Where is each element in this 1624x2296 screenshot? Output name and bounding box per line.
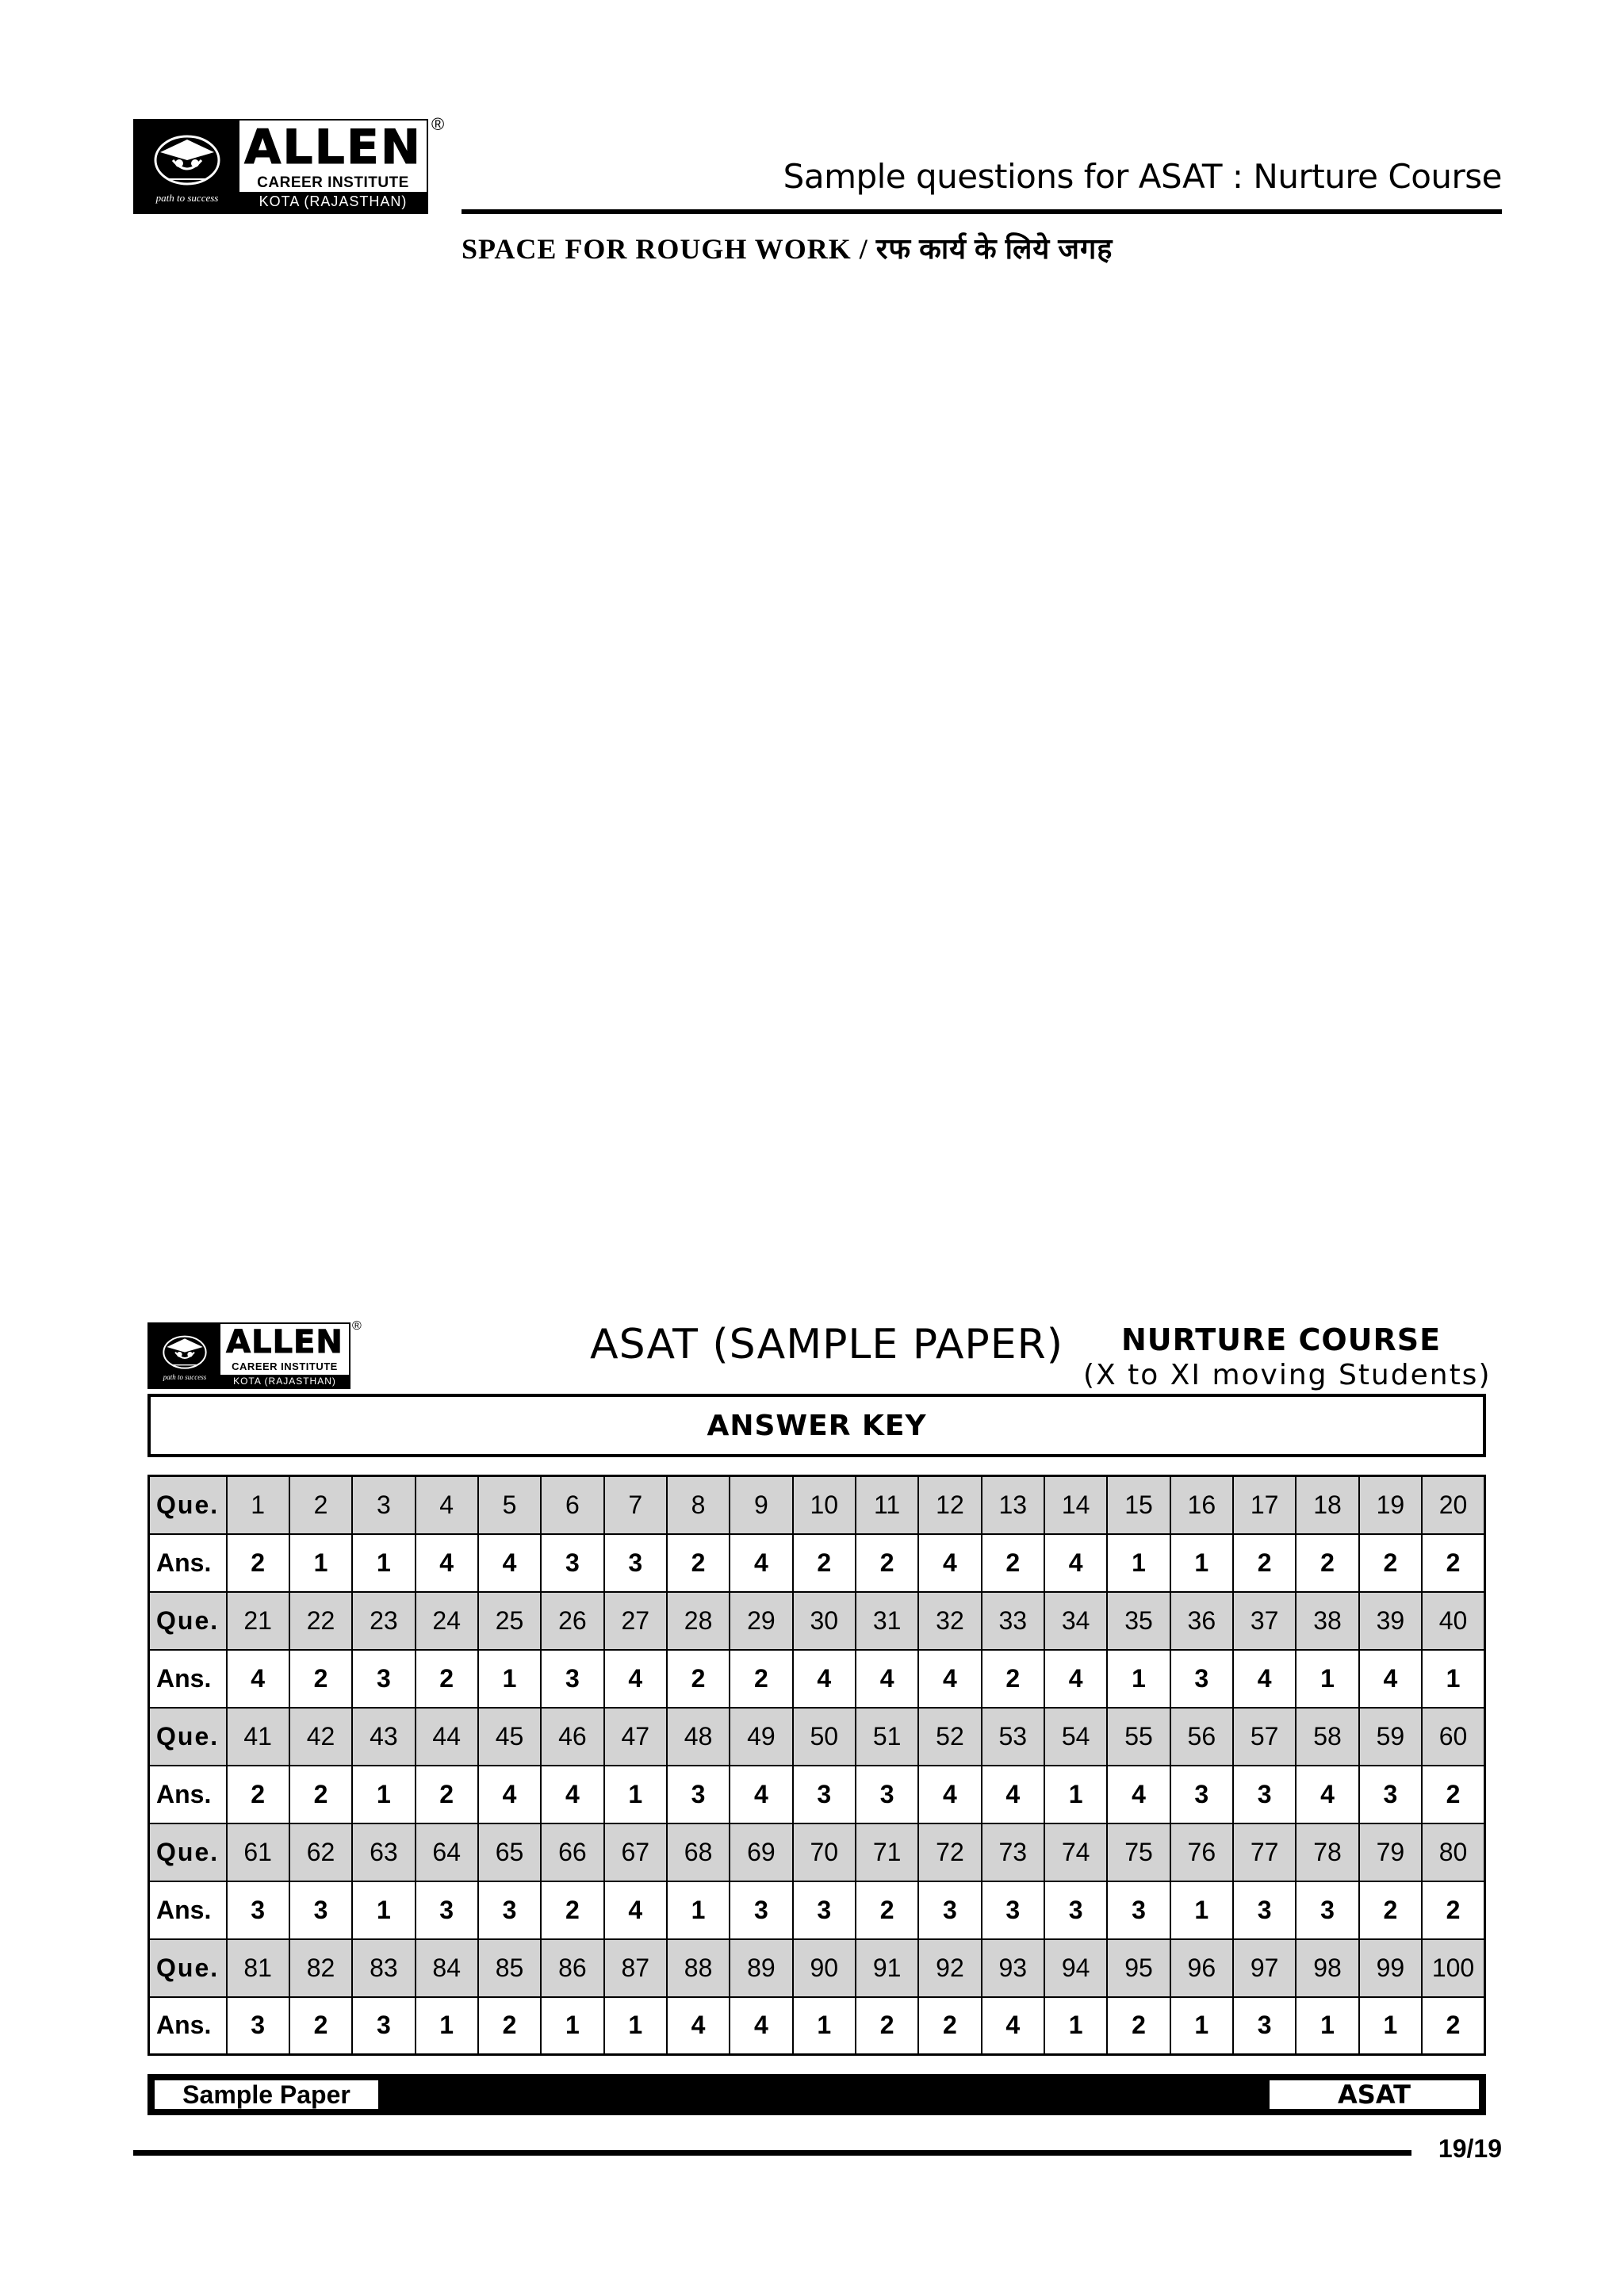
question-number-cell: 13 — [982, 1476, 1044, 1534]
question-row — [149, 1708, 1485, 1766]
logo-brand: ALLEN — [243, 120, 423, 175]
answer-cell: 3 — [982, 1881, 1044, 1939]
footer-bar — [147, 2074, 1486, 2115]
question-number-cell: 3 — [352, 1476, 415, 1534]
question-number-cell: 26 — [541, 1592, 603, 1650]
answer-cell: 1 — [1296, 1997, 1358, 2055]
answer-cell: 4 — [1107, 1766, 1170, 1823]
answer-cell: 4 — [1296, 1766, 1358, 1823]
course-subtitle: (X to XI moving Students) — [1083, 1359, 1492, 1391]
paper-title: ASAT (SAMPLE PAPER) — [590, 1321, 1064, 1368]
answer-row — [149, 1997, 1485, 2055]
answer-cell: 4 — [918, 1534, 981, 1592]
answer-cell: 3 — [1107, 1881, 1170, 1939]
question-number-cell: 34 — [1044, 1592, 1107, 1650]
answer-cell: 3 — [793, 1881, 856, 1939]
answer-cell: 4 — [982, 1766, 1044, 1823]
question-number-cell: 39 — [1359, 1592, 1422, 1650]
question-number-cell: 87 — [604, 1939, 667, 1997]
answer-cell: 1 — [352, 1881, 415, 1939]
answer-cell: 3 — [793, 1766, 856, 1823]
question-number-cell: 85 — [478, 1939, 541, 1997]
answer-cell: 3 — [918, 1881, 981, 1939]
question-number-cell: 91 — [856, 1939, 918, 1997]
answer-cell: 1 — [1422, 1650, 1484, 1708]
answer-cell: 3 — [1359, 1766, 1422, 1823]
answer-row — [149, 1766, 1485, 1823]
question-number-cell: 54 — [1044, 1708, 1107, 1766]
question-number-cell: 48 — [667, 1708, 730, 1766]
answer-cell: 2 — [1233, 1534, 1296, 1592]
answer-cell: 2 — [289, 1997, 352, 2055]
question-number-cell: 76 — [1170, 1823, 1233, 1881]
question-number-cell: 93 — [982, 1939, 1044, 1997]
owl-emblem-icon — [149, 1324, 220, 1387]
question-number-cell: 61 — [227, 1823, 289, 1881]
ans-label: Ans. — [149, 1534, 227, 1592]
answer-cell: 3 — [352, 1650, 415, 1708]
question-number-cell: 86 — [541, 1939, 603, 1997]
question-number-cell: 50 — [793, 1708, 856, 1766]
ans-label: Ans. — [149, 1881, 227, 1939]
answer-cell: 3 — [1044, 1881, 1107, 1939]
question-number-cell: 97 — [1233, 1939, 1296, 1997]
answer-cell: 2 — [227, 1534, 289, 1592]
answer-cell: 2 — [541, 1881, 603, 1939]
answer-cell: 1 — [1170, 1881, 1233, 1939]
question-number-cell: 16 — [1170, 1476, 1233, 1534]
question-number-cell: 83 — [352, 1939, 415, 1997]
question-number-cell: 7 — [604, 1476, 667, 1534]
header-divider — [462, 209, 1502, 214]
question-number-cell: 90 — [793, 1939, 856, 1997]
ans-label: Ans. — [149, 1997, 227, 2055]
question-number-cell: 32 — [918, 1592, 981, 1650]
answer-cell: 2 — [478, 1997, 541, 2055]
answer-cell: 2 — [1359, 1534, 1422, 1592]
question-number-cell: 2 — [289, 1476, 352, 1534]
answer-cell: 2 — [1107, 1997, 1170, 2055]
question-number-cell: 45 — [478, 1708, 541, 1766]
answer-cell: 2 — [1422, 1881, 1484, 1939]
question-number-cell: 22 — [289, 1592, 352, 1650]
question-number-cell: 23 — [352, 1592, 415, 1650]
answer-cell: 1 — [352, 1534, 415, 1592]
question-number-cell: 59 — [1359, 1708, 1422, 1766]
answer-cell: 1 — [541, 1997, 603, 2055]
que-label: Que. — [149, 1823, 227, 1881]
question-number-cell: 98 — [1296, 1939, 1358, 1997]
question-number-cell: 38 — [1296, 1592, 1358, 1650]
question-number-cell: 89 — [730, 1939, 792, 1997]
question-number-cell: 94 — [1044, 1939, 1107, 1997]
question-number-cell: 99 — [1359, 1939, 1422, 1997]
answer-cell: 2 — [289, 1650, 352, 1708]
answer-cell: 3 — [541, 1650, 603, 1708]
answer-cell: 1 — [604, 1997, 667, 2055]
answer-cell: 4 — [730, 1534, 792, 1592]
footer-sample-paper: Sample Paper — [155, 2080, 378, 2109]
allen-logo — [133, 119, 428, 214]
answer-cell: 4 — [416, 1534, 478, 1592]
answer-cell: 3 — [1170, 1766, 1233, 1823]
answer-cell: 4 — [227, 1650, 289, 1708]
answer-cell: 1 — [1044, 1766, 1107, 1823]
question-number-cell: 63 — [352, 1823, 415, 1881]
page-number: 19/19 — [1438, 2134, 1502, 2163]
logo-brand: ALLEN — [226, 1324, 343, 1360]
question-number-cell: 9 — [730, 1476, 792, 1534]
question-number-cell: 17 — [1233, 1476, 1296, 1534]
question-row — [149, 1592, 1485, 1650]
answer-cell: 4 — [982, 1997, 1044, 2055]
ans-label: Ans. — [149, 1766, 227, 1823]
answer-cell: 2 — [856, 1534, 918, 1592]
allen-logo-small — [147, 1322, 350, 1389]
question-number-cell: 43 — [352, 1708, 415, 1766]
que-label: Que. — [149, 1708, 227, 1766]
question-number-cell: 21 — [227, 1592, 289, 1650]
logo-tagline: path to success — [163, 1372, 207, 1381]
answer-cell: 2 — [289, 1766, 352, 1823]
answer-cell: 2 — [1422, 1766, 1484, 1823]
answer-cell: 1 — [416, 1997, 478, 2055]
question-number-cell: 40 — [1422, 1592, 1484, 1650]
question-number-cell: 29 — [730, 1592, 792, 1650]
question-number-cell: 92 — [918, 1939, 981, 1997]
question-number-cell: 72 — [918, 1823, 981, 1881]
question-number-cell: 28 — [667, 1592, 730, 1650]
question-number-cell: 77 — [1233, 1823, 1296, 1881]
question-number-cell: 27 — [604, 1592, 667, 1650]
answer-row — [149, 1534, 1485, 1592]
answer-cell: 4 — [667, 1997, 730, 2055]
logo-institute: CAREER INSTITUTE — [232, 1360, 338, 1373]
answer-cell: 2 — [982, 1534, 1044, 1592]
answer-cell: 4 — [793, 1650, 856, 1708]
question-number-cell: 65 — [478, 1823, 541, 1881]
question-number-cell: 69 — [730, 1823, 792, 1881]
question-number-cell: 81 — [227, 1939, 289, 1997]
answer-key-heading: ANSWER KEY — [707, 1409, 927, 1442]
answer-cell: 3 — [541, 1534, 603, 1592]
answer-cell: 2 — [416, 1766, 478, 1823]
answer-cell: 3 — [227, 1881, 289, 1939]
answer-cell: 3 — [856, 1766, 918, 1823]
answer-cell: 2 — [667, 1534, 730, 1592]
question-number-cell: 15 — [1107, 1476, 1170, 1534]
question-number-cell: 53 — [982, 1708, 1044, 1766]
answer-cell: 1 — [1107, 1534, 1170, 1592]
answer-cell: 4 — [541, 1766, 603, 1823]
answer-cell: 1 — [289, 1534, 352, 1592]
question-number-cell: 37 — [1233, 1592, 1296, 1650]
answer-cell: 3 — [352, 1997, 415, 2055]
answer-cell: 3 — [1233, 1766, 1296, 1823]
question-number-cell: 58 — [1296, 1708, 1358, 1766]
answer-cell: 1 — [1107, 1650, 1170, 1708]
question-number-cell: 10 — [793, 1476, 856, 1534]
answer-cell: 2 — [227, 1766, 289, 1823]
answer-cell: 3 — [1170, 1650, 1233, 1708]
page-header-title: Sample questions for ASAT : Nurture Course — [783, 157, 1502, 196]
rough-work-heading: SPACE FOR ROUGH WORK / रफ कार्य के लिये जगह — [462, 233, 1113, 265]
question-number-cell: 67 — [604, 1823, 667, 1881]
question-number-cell: 82 — [289, 1939, 352, 1997]
answer-cell: 2 — [416, 1650, 478, 1708]
question-number-cell: 56 — [1170, 1708, 1233, 1766]
answer-cell: 2 — [1422, 1534, 1484, 1592]
answer-cell: 4 — [918, 1766, 981, 1823]
question-number-cell: 20 — [1422, 1476, 1484, 1534]
answer-cell: 3 — [1233, 1881, 1296, 1939]
answer-cell: 2 — [667, 1650, 730, 1708]
answer-cell: 1 — [1359, 1997, 1422, 2055]
question-number-cell: 64 — [416, 1823, 478, 1881]
answer-cell: 1 — [604, 1766, 667, 1823]
question-number-cell: 19 — [1359, 1476, 1422, 1534]
answer-cell: 2 — [1359, 1881, 1422, 1939]
answer-cell: 1 — [352, 1766, 415, 1823]
answer-cell: 1 — [1170, 1997, 1233, 2055]
answer-cell: 3 — [478, 1881, 541, 1939]
logo-tagline: path to success — [155, 192, 219, 204]
answer-cell: 4 — [604, 1650, 667, 1708]
que-label: Que. — [149, 1476, 227, 1534]
question-number-cell: 30 — [793, 1592, 856, 1650]
answer-cell: 4 — [1233, 1650, 1296, 1708]
answer-key-table — [147, 1475, 1486, 2056]
question-number-cell: 46 — [541, 1708, 603, 1766]
answer-cell: 1 — [667, 1881, 730, 1939]
answer-cell: 3 — [227, 1997, 289, 2055]
answer-cell: 3 — [604, 1534, 667, 1592]
question-number-cell: 52 — [918, 1708, 981, 1766]
answer-cell: 1 — [478, 1650, 541, 1708]
answer-cell: 2 — [856, 1997, 918, 2055]
question-number-cell: 71 — [856, 1823, 918, 1881]
ans-label: Ans. — [149, 1650, 227, 1708]
question-number-cell: 51 — [856, 1708, 918, 1766]
answer-cell: 4 — [730, 1766, 792, 1823]
answer-cell: 3 — [1296, 1881, 1358, 1939]
question-number-cell: 95 — [1107, 1939, 1170, 1997]
question-number-cell: 68 — [667, 1823, 730, 1881]
answer-cell: 3 — [730, 1881, 792, 1939]
answer-cell: 3 — [416, 1881, 478, 1939]
question-number-cell: 1 — [227, 1476, 289, 1534]
que-label: Que. — [149, 1939, 227, 1997]
answer-cell: 4 — [1359, 1650, 1422, 1708]
logo-institute: CAREER INSTITUTE — [257, 174, 409, 191]
logo-location: KOTA (RAJASTHAN) — [220, 1375, 349, 1387]
question-number-cell: 70 — [793, 1823, 856, 1881]
answer-cell: 3 — [289, 1881, 352, 1939]
owl-emblem-icon — [135, 121, 239, 212]
question-number-cell: 42 — [289, 1708, 352, 1766]
question-number-cell: 25 — [478, 1592, 541, 1650]
question-number-cell: 44 — [416, 1708, 478, 1766]
answer-cell: 2 — [982, 1650, 1044, 1708]
question-number-cell: 84 — [416, 1939, 478, 1997]
footer-asat: ASAT — [1270, 2080, 1479, 2109]
answer-cell: 2 — [730, 1650, 792, 1708]
answer-cell: 2 — [856, 1881, 918, 1939]
question-number-cell: 14 — [1044, 1476, 1107, 1534]
question-number-cell: 60 — [1422, 1708, 1484, 1766]
answer-cell: 2 — [1422, 1997, 1484, 2055]
logo-location: KOTA (RAJASTHAN) — [239, 192, 427, 212]
logo-wordmark — [239, 121, 427, 212]
answer-row — [149, 1881, 1485, 1939]
footer-divider — [133, 2150, 1411, 2156]
question-number-cell: 35 — [1107, 1592, 1170, 1650]
question-number-cell: 62 — [289, 1823, 352, 1881]
question-number-cell: 55 — [1107, 1708, 1170, 1766]
answer-cell: 4 — [604, 1881, 667, 1939]
answer-cell: 3 — [1233, 1997, 1296, 2055]
question-number-cell: 49 — [730, 1708, 792, 1766]
answer-cell: 2 — [1296, 1534, 1358, 1592]
question-number-cell: 75 — [1107, 1823, 1170, 1881]
registered-mark: ® — [431, 114, 445, 134]
question-number-cell: 8 — [667, 1476, 730, 1534]
question-number-cell: 41 — [227, 1708, 289, 1766]
question-row — [149, 1476, 1485, 1534]
question-number-cell: 47 — [604, 1708, 667, 1766]
answer-cell: 1 — [1296, 1650, 1358, 1708]
question-number-cell: 6 — [541, 1476, 603, 1534]
question-number-cell: 24 — [416, 1592, 478, 1650]
answer-cell: 2 — [918, 1997, 981, 2055]
question-number-cell: 96 — [1170, 1939, 1233, 1997]
question-number-cell: 12 — [918, 1476, 981, 1534]
answer-cell: 2 — [793, 1534, 856, 1592]
question-row — [149, 1823, 1485, 1881]
question-number-cell: 36 — [1170, 1592, 1233, 1650]
registered-mark: ® — [352, 1319, 362, 1333]
question-number-cell: 11 — [856, 1476, 918, 1534]
answer-cell: 4 — [856, 1650, 918, 1708]
question-number-cell: 100 — [1422, 1939, 1484, 1997]
answer-cell: 4 — [1044, 1650, 1107, 1708]
answer-cell: 1 — [1170, 1534, 1233, 1592]
question-number-cell: 33 — [982, 1592, 1044, 1650]
question-row — [149, 1939, 1485, 1997]
question-number-cell: 73 — [982, 1823, 1044, 1881]
answer-cell: 3 — [667, 1766, 730, 1823]
answer-cell: 4 — [478, 1766, 541, 1823]
question-number-cell: 57 — [1233, 1708, 1296, 1766]
question-number-cell: 78 — [1296, 1823, 1358, 1881]
logo-wordmark — [220, 1324, 349, 1387]
question-number-cell: 18 — [1296, 1476, 1358, 1534]
question-number-cell: 4 — [416, 1476, 478, 1534]
owl-icon — [149, 128, 225, 190]
answer-cell: 4 — [478, 1534, 541, 1592]
answer-cell: 1 — [793, 1997, 856, 2055]
owl-icon — [159, 1331, 210, 1372]
question-number-cell: 74 — [1044, 1823, 1107, 1881]
que-label: Que. — [149, 1592, 227, 1650]
answer-cell: 1 — [1044, 1997, 1107, 2055]
question-number-cell: 31 — [856, 1592, 918, 1650]
answer-row — [149, 1650, 1485, 1708]
question-number-cell: 79 — [1359, 1823, 1422, 1881]
answer-cell: 4 — [918, 1650, 981, 1708]
answer-key-heading-box — [147, 1394, 1486, 1457]
course-title: NURTURE COURSE — [1121, 1322, 1442, 1357]
question-number-cell: 66 — [541, 1823, 603, 1881]
question-number-cell: 5 — [478, 1476, 541, 1534]
question-number-cell: 80 — [1422, 1823, 1484, 1881]
question-number-cell: 88 — [667, 1939, 730, 1997]
answer-cell: 4 — [1044, 1534, 1107, 1592]
answer-cell: 4 — [730, 1997, 792, 2055]
